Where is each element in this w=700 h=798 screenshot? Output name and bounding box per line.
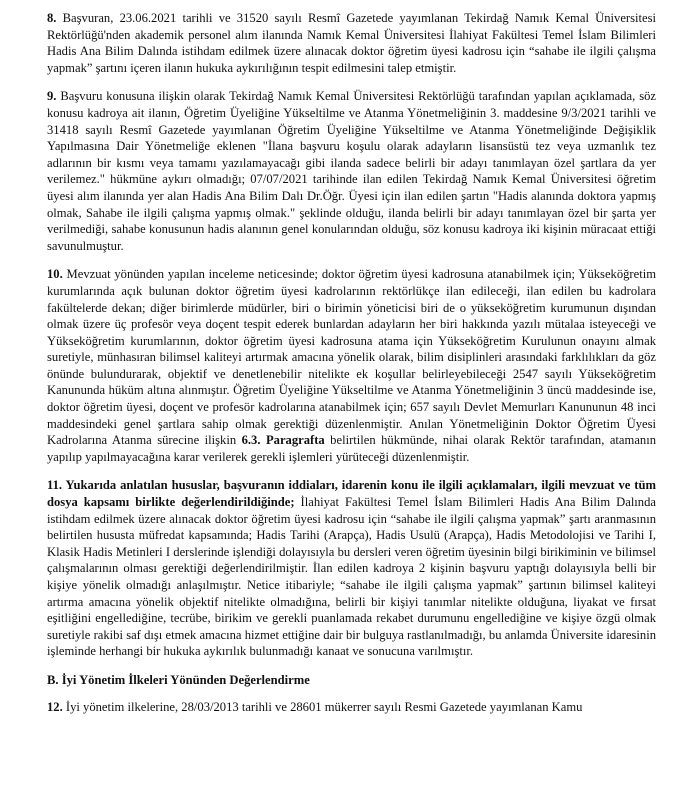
paragraph-text: Başvuru konusuna ilişkin olarak Tekirdağ Namık Kemal Üniversitesi Rektörlüğü tarafından yapılan açıklamada, söz konusu kadroya ait ilanın, Öğretim Üyeliğine Yükseltilme ve Atanma Yönetmeliğinin 3. maddesine 9/3/2021 tarihli ve 31418 sayılı Resmî Gazetede yayımlanan Öğretim Üyeliğine Yükseltilme ve Atanma Yönetmeliğinde Değişiklik Yapılmasına Dair Yönetmeliğe eklenen "İlana başvuru koşulu olarak adayların lisansüstü tez veya uzmanlık tez adlarının bir kısmı veya tamamı yazılamayacağı gibi ilanda sadece belirli bir adayı tanımlayan özel şartlara da yer verilemez." hükmüne aykırı olmadığı; 07/07/2021 tarihinde ilan edilen Tekirdağ Namık Kemal Üniversitesi öğretim üyesi alım ilanında yer alan Hadis Ana Bilim Dalı Dr.Öğr. Üyesi için ilan edilen şartın "Hadis alanında doktora yapmış olmak, Sahabe ile ilgili çalışma yapmış olmak." şeklinde olduğu, ilanda belirli bir adayı tanımlayan özel bir şarta yer verilmediği, sahabe konusunun hadis alanının genel konularından olduğu, söz konusu kadroya iki kişinin müracaat ettiği savunulmuştur. xyxy=(47,89,656,253)
paragraph-number: 12. xyxy=(47,699,63,714)
paragraph-bold-text: Yukarıda anlatılan hususlar, başvuranın iddiaları, idarenin konu ile ilgili açıklamaları, ilgili mevzuat ve tüm dosya kapsamı birlikte değerlendirildiğinde; xyxy=(47,478,656,510)
paragraph-text: belirtilen hükmünde, nihai olarak Rektör tarafından, atamanın yapılıp yapılmayacağına karar verilerek gerekli işlemleri yürüteceği düzenlenmiştir. xyxy=(47,433,656,464)
paragraph-bold-text: 6.3. Paragrafta xyxy=(241,433,325,448)
paragraph-number: 11. xyxy=(47,478,63,493)
paragraph-8 xyxy=(47,10,656,76)
paragraph-12 xyxy=(47,699,656,716)
paragraph-text: şartını içeren ilanın hukuka aykırılığının tespit edilmesini talep etmiştir. xyxy=(92,60,457,75)
section-heading: B. İyi Yönetim İlkeleri Yönünden Değerlendirme xyxy=(47,672,310,687)
paragraph-text: İyi yönetim ilkelerine, 28/03/2013 tarihli ve 28601 mükerrer sayılı Resmi Gazetede yayımlanan Kamu xyxy=(62,699,583,714)
paragraph-text: Başvuran, 23.06.2021 tarihli ve 31520 sayılı Resmî Gazetede yayımlanan Tekirdağ Namık Kemal Üniversitesi Rektörlüğü'nden akademik personel alım ilanında Namık Kemal Üniversitesi İlahiyat Fakültesi Temel İslam Bilimleri Hadis Ana Bilim Dalında istihdam edilmek üzere alınacak doktor öğretim üyesi kadrosu için “sahabe ile ilgili çalışma yapmak” xyxy=(47,11,656,75)
paragraph-number: 10. xyxy=(47,267,63,282)
paragraph-11 xyxy=(47,477,656,660)
paragraph-text: İlahiyat Fakültesi Temel İslam Bilimleri Hadis Ana Bilim Dalında istihdam edilmek üzere alınacak doktor öğretim üyesi kadrosu için “sahabe ile ilgili çalışma yapmak” şartı aranmasının belirtilen hususta müfredat kapsamında; Hadis Tarihi (Arapça), Hadis Usulü (Arapça), Hadis Metodolojisi ve Tarihi I, Klasik Hadis Metinleri I derslerinde işlendiği dolayısıyla bu dersleri veren öğretim üyesinin bilgi birikiminin ve bilimsel çalışmalarının olması gerektiği değerlendirilmiştir. İlan edilen kadroya 2 kişinin başvuru yaptığı dolayısıyla belli bir kişiye yönelik olmadığı anlaşılmıştır. Netice itibariyle; “sahabe ile ilgili çalışma yapmak” şartının bilimsel kaliteyi artırma amacına yönelik objektif nitelikte olmadığına, belirli bir kişiyi tanımlar nitelikte olduğuna, liyakat ve fırsat eşitliğini engellediğine, tecrübe, birikim ve gerekli puanlamada rekabet durumunu engellediğine ve kişiye özgü olmak suretiyle rakibi saf dışı etmek amacına hizmet ettiğine dair bir bulguya rastlanılmadığı, bu anlamda Üniversite idaresinin işleminde herhangi bir hukuka aykırılık bulunmadığı kanaat ve sonucuna varılmıştır. xyxy=(47,495,656,659)
paragraph-10 xyxy=(47,266,656,465)
paragraph-number: 9. xyxy=(47,89,57,104)
paragraph-number: 8. xyxy=(47,11,57,25)
paragraph-text: Mevzuat yönünden yapılan inceleme neticesinde; doktor öğretim üyesi kadrosuna atanabilmek için; Yükseköğretim kurumlarında açık bulunan doktor öğretim üyesi kadrolarının rektörlükçe ilan edileceği, ilan edilen bu kadrolara fakültelerde dekan; diğer birimlerde müdürler, biri o birimin yöneticisi biri de o yükseköğretim kurumunun dışından olmak üzere üç profesör veya doçent tespit ederek bunlardan adayların her biri hakkında yazılı mütalaa isteyeceği ve Yükseköğretim kurumlarının, doktor öğretim üyesi kadrosuna atama için Yükseköğretim Kurulunun onayını almak suretiyle, münhasıran bilimsel kaliteyi artırmak amacına yönelik olarak, bilim disiplinleri arasındaki farklılıkları da göz önünde bulundurarak, objektif ve denetlenebilir nitelikte ek koşullar belirleyebileceği 2547 sayılı Yükseköğretim Kanununda hüküm altına alınmıştır. Öğretim Üyeliğine Yükseltilme ve Atanma Yönetmeliğinin 3 üncü maddesinde ise, doktor öğretim üyesi, doçent ve profesör kadrolarına atanabilmek için; 657 sayılı Devlet Memurları Kanununun 48 inci maddesindeki genel şartlara sahip olmak gerektiği düzenlenmiştir. Anılan Yönetmeliğinin Doktor Öğretim Üyesi Kadrolarına Atanma sürecine ilişkin xyxy=(47,267,656,448)
paragraph-9 xyxy=(47,88,656,254)
